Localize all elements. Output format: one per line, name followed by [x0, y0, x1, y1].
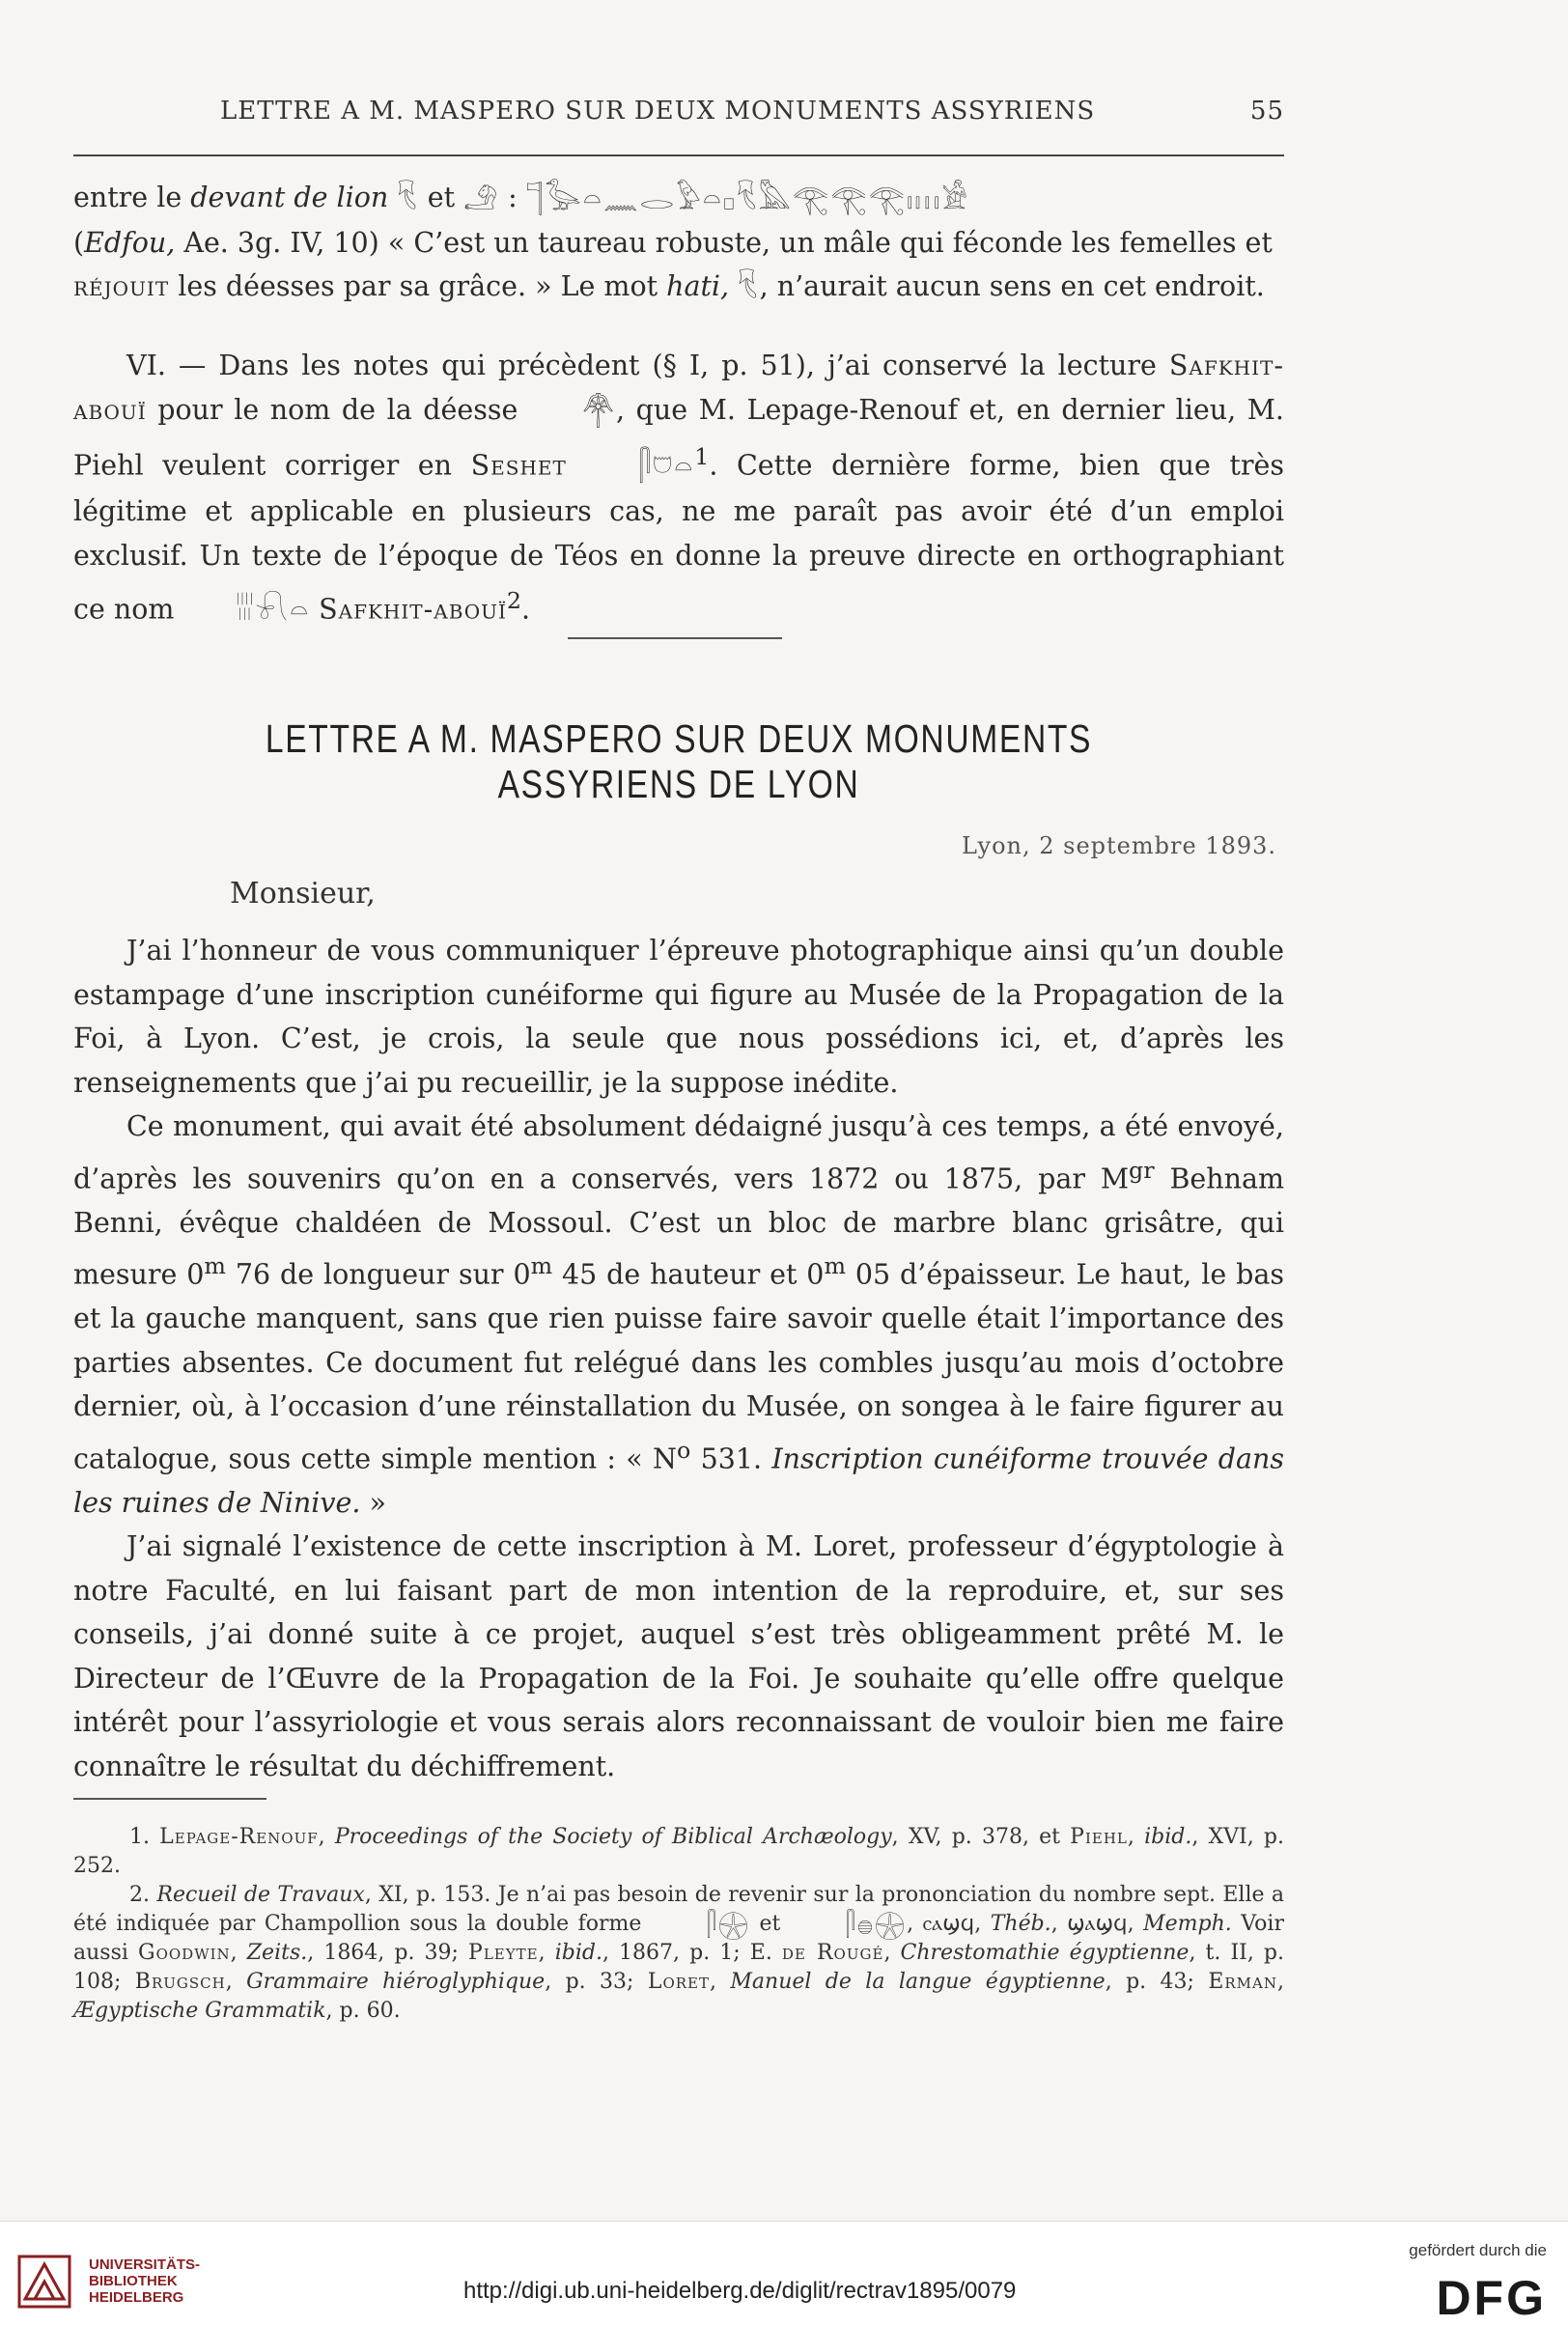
text-run: 05 d’épaisseur. Le haut, le bas et la gauche manquent, sans que rien puisse faire savoir quelle était l’importance des parties absentes. Ce document fut relégué dans les combles jusqu’au mois d’octobre dernier, où, à l’occasion d’une réinstallation du Musée, on songea à le faire figurer au catalogue, sous cette simple mention : « N: [73, 1258, 1285, 1474]
text-run: entre le: [73, 182, 191, 213]
superscript: m: [204, 1252, 226, 1279]
text-run-italic: Memph.: [1143, 1912, 1232, 1936]
text-run: . Cette dernière forme, bien que très légitime et applicable en plusieurs cas, ne me paraît pas avoir été d’un emploi exclusif. Un texte de l’époque de Téos en donne la preuve directe en orthographiant ce nom: [73, 449, 1284, 625]
funded-by-label: gefördert durch die: [1409, 2241, 1547, 2259]
dfg-logo[interactable]: DFG: [1436, 2271, 1547, 2325]
text-run-smallcaps: Goodwin: [138, 1941, 231, 1965]
text-run: et: [418, 182, 464, 213]
text-run: les déesses par sa grâce. » Le mot: [169, 270, 667, 302]
viewer-footer: [0, 2221, 1568, 2326]
permalink-url[interactable]: http://digi.ub.uni-heidelberg.de/diglit/rectrav1895/0079: [463, 2278, 1017, 2304]
text-run-italic: Manuel de la langue égyptienne: [730, 1970, 1106, 1994]
text-run-italic: Inscription cunéiforme trouvée dans les ruines de Ninive.: [73, 1443, 1285, 1519]
text-run: ,: [225, 1970, 247, 1994]
hieroglyph-seven-form-a-icon: 𓋴𓇽: [706, 1911, 750, 1938]
text-run: , 1864, p. 39;: [307, 1941, 469, 1965]
text-run: , que M. Lepage-Renouf et, en dernier lieu, M. Piehl veulent corriger en: [73, 394, 1284, 481]
coptic-word: ϣⲁϣϥ: [1067, 1912, 1128, 1936]
library-name-line: HEIDELBERG: [89, 2289, 184, 2306]
page-number: 55: [1249, 97, 1284, 126]
text-run: , n’aurait aucun sens en cet endroit.: [759, 270, 1265, 302]
text-run: , 1867, p. 1; E.: [602, 1941, 782, 1965]
text-run-italic: hati,: [666, 270, 730, 302]
text-run: ,: [1127, 1912, 1144, 1936]
text-run-smallcaps: Erman: [1208, 1970, 1277, 1994]
library-name-line: UNIVERSITÄTS-: [89, 2256, 201, 2273]
text-run-italic: Grammaire hiéroglyphique: [246, 1970, 546, 1994]
text-run-italic: Théb.: [990, 1912, 1051, 1936]
university-library-logo-icon[interactable]: [17, 2255, 71, 2309]
section-vi: [73, 344, 1284, 633]
paragraph: J’ai signalé l’existence de cette inscription à M. Loret, professeur d’égyptologie à notre Faculté, en lui faisant part de mon intention de la reproduire, et, sur ses conseils, j’ai donné suite à ce projet, auquel s’est très obligeamment prêté M. le Directeur de l’Œuvre de la Propagation de la Foi. Je souhaite qu’elle offre quelque intérêt pour l’assyriologie et vous serais alors reconnaissant de vouloir bien me faire connaître le résultat du déchiffrement.: [73, 1530, 1284, 1782]
text-run-smallcaps: Safkhit-abouï: [73, 350, 1284, 426]
text-run-smallcaps: Brugsch: [134, 1970, 226, 1994]
text-run: , XI, p. 153. Je n’ai pas besoin de revenir sur la prononciation du nombre sept. Elle a été indiquée par Champollion sous la double forme: [73, 1883, 1284, 1936]
text-run-smallcaps: Piehl: [1070, 1825, 1128, 1849]
text-run-smallcaps: Safkhit-abouï: [319, 593, 507, 625]
text-run: ,: [883, 1941, 901, 1965]
hieroglyph-lion-icon: 𓄛: [397, 182, 419, 216]
superscript: gr: [1129, 1156, 1155, 1184]
text-run: , p. 60.: [325, 1999, 401, 2023]
paragraph: [73, 1105, 1284, 1525]
footnote-ref[interactable]: 2: [506, 586, 522, 614]
text-run: , t. II, p. 108;: [73, 1941, 1284, 1994]
footnote-divider: [73, 1798, 266, 1800]
text-run-italic: Chrestomathie égyptienne: [900, 1941, 1190, 1965]
text-run: ,: [318, 1825, 335, 1849]
footnote-1: [73, 1823, 1284, 1881]
text-run: Voir aussi: [73, 1912, 1284, 1965]
text-run: , p. 43;: [1105, 1970, 1209, 1994]
footnote-2: [73, 1881, 1284, 2026]
text-run: ,: [1276, 1970, 1284, 1994]
hieroglyph-seshat-icon: 𓋇: [581, 394, 617, 429]
paragraph: J’ai l’honneur de vous communiquer l’épreuve photographique ainsi qu’un double estampage d’une inscription cunéiforme qui figure au Musée de la Propagation de la Foi, à Lyon. C’est, je crois, la seule que nous possédions ici, et, d’après les renseignements que j’ai pu recueillir, je la suppose inédite.: [73, 935, 1284, 1099]
text-run: 531.: [690, 1443, 772, 1474]
text-run: 1.: [129, 1825, 160, 1849]
text-run: [388, 182, 397, 213]
text-run: ,: [538, 1941, 555, 1965]
text-run: »: [360, 1486, 386, 1519]
hieroglyph-seshet-icon: 𓋴𓈞𓏏: [638, 449, 695, 484]
text-run: ,: [1050, 1912, 1068, 1936]
text-run: Behnam Benni, évêque chaldéen de Mossoul. C’est un bloc de marbre blanc grisâtre, qui mesure 0: [73, 1163, 1284, 1291]
text-run: ,: [1127, 1825, 1145, 1849]
text-run: :: [499, 182, 518, 213]
text-run: 45 de hauteur et 0: [552, 1258, 825, 1291]
text-run-smallcaps: Loret: [647, 1970, 710, 1994]
superscript: o: [676, 1436, 691, 1464]
hieroglyph-lion-icon: 𓄛: [738, 271, 760, 305]
article-title: LETTRE A M. MASPERO SUR DEUX MONUMENTS ASSYRIENS DE LYON: [265, 716, 1093, 806]
superscript: m: [530, 1252, 553, 1279]
text-run-smallcaps: Lepage-Renouf: [159, 1825, 319, 1849]
text-run-italic: Zeits.: [246, 1941, 308, 1965]
text-run-italic: ibid.: [1144, 1825, 1192, 1849]
section-divider: [568, 637, 782, 639]
running-head: [73, 97, 1284, 135]
text-run: pour le nom de la déesse: [146, 394, 529, 426]
text-run: ,: [974, 1912, 991, 1936]
text-run: VI. — Dans les notes qui précèdent (§ I, p. 51), j’ai conservé la lecture: [126, 350, 1169, 381]
text-run: et: [749, 1912, 790, 1936]
coptic-word: ⲥⲁϣϥ: [922, 1912, 975, 1936]
running-head-rule: [73, 154, 1284, 156]
footnotes: [73, 1823, 1284, 2026]
hieroglyph-sequence-icon: 𓊹𓅭𓏏𓈖𓂋𓅱𓏏𓊪𓄛𓅓𓂀𓂀𓂀𓏤𓏥𓀀: [525, 182, 970, 216]
text-run-italic: Ægyptische Grammatik: [73, 1999, 326, 2023]
article-body: [73, 929, 1284, 1788]
text-run: ,: [907, 1912, 923, 1936]
text-run-italic: Edfou,: [84, 227, 176, 259]
text-run: , XV, p. 378, et: [891, 1825, 1071, 1849]
text-run: 2.: [129, 1883, 157, 1907]
library-name[interactable]: [89, 2256, 200, 2306]
text-run-italic: Proceedings of the Society of Biblical Archæology: [334, 1825, 892, 1849]
text-run: , XVI, p. 252.: [73, 1825, 1284, 1878]
text-run: ,: [230, 1941, 247, 1965]
superscript: m: [824, 1252, 846, 1279]
salutation: Monsieur,: [230, 877, 376, 911]
dateline: Lyon, 2 septembre 1893.: [962, 832, 1276, 859]
hieroglyph-seven-icon: 𓐀𓍯𓏏: [236, 593, 311, 628]
text-run-italic: Recueil de Travaux: [156, 1883, 365, 1907]
hieroglyph-seven-form-b-icon: 𓋴𓐍𓇽: [845, 1911, 908, 1938]
text-run-italic: ibid.: [554, 1941, 602, 1965]
text-run: 76 de longueur sur 0: [225, 1258, 531, 1291]
running-head-title: LETTRE A M. MASPERO SUR DEUX MONUMENTS ASSYRIENS: [220, 97, 1096, 126]
text-run: ,: [710, 1970, 731, 1994]
text-run-smallcaps: réjouit: [73, 270, 170, 302]
text-run-smallcaps: de Rougé: [781, 1941, 884, 1965]
text-run: Ae. 3g. IV, 10) « C’est un taureau robuste, un mâle qui féconde les femelles et: [175, 227, 1273, 259]
top-passage: entre le devant de lion 𓄛 et 𓄂 : 𓊹𓅭𓏏𓈖𓂋𓅱𓏏𓊪𓄛𓅓𓂀𓂀𓂀𓏤𓏥𓀀 (Edfou, Ae. 3g. IV, 10) « C’est un taureau robuste, un mâle qui féconde les femelles et réjouit les déesses par sa grâce. » Le mot hati, 𓄛, n’aurait aucun sens en cet endroit.: [73, 176, 1284, 310]
text-run-smallcaps: Pleyte: [468, 1941, 539, 1965]
library-name-line: BIBLIOTHEK: [89, 2273, 178, 2289]
footnote-ref[interactable]: 1: [694, 442, 710, 470]
hieroglyph-forepart-icon: 𓄂: [463, 182, 500, 216]
text-run: Ce monument, qui avait été absolument dédaigné jusqu’à ces temps, a été envoyé, d’après les souvenirs qu’on en a conservés, vers 1872 ou 1875, par M: [73, 1110, 1284, 1194]
text-run: , p. 33;: [545, 1970, 648, 1994]
text-run: .: [521, 593, 531, 625]
text-run-smallcaps: Seshet: [470, 449, 567, 481]
text-run-italic: devant de lion: [190, 182, 389, 213]
